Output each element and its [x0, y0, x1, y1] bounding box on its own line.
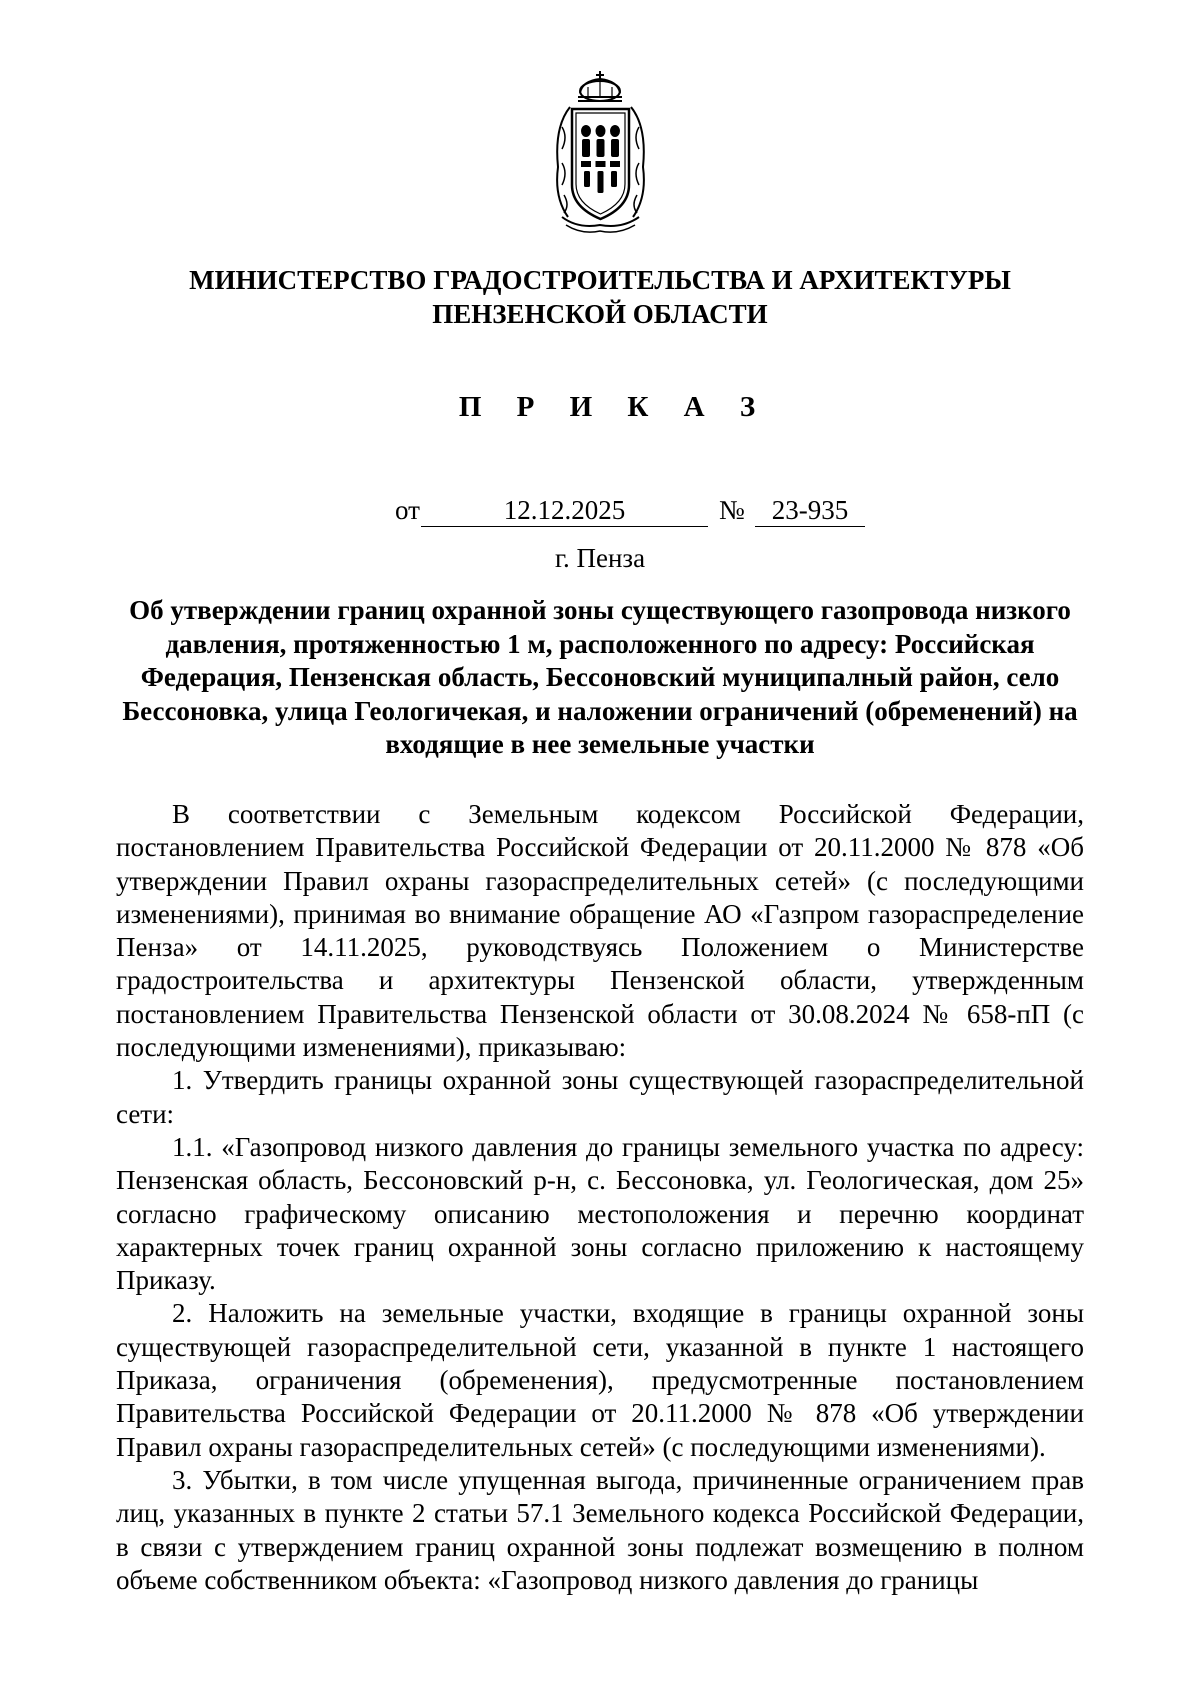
document-number: 23-935 — [755, 495, 865, 527]
body-item-1: 1. Утвердить границы охранной зоны существующей газораспределительной сети: — [116, 1065, 1084, 1129]
document-body — [116, 798, 1084, 1597]
body-preamble: В соответствии с Земельным кодексом Российской Федерации, постановлением Правительства Российской Федерации от 20.11.2000 № 878 «Об утверждении Правил охраны газораспределительных сетей» (с последующими изменениями), принимая во внимание обращение АО «Газпром газораспределение Пенза» от 14.11.2025, руководствуясь Положением о Министерстве градостроительства и архитектуры Пензенской области, утвержденным постановлением Правительства Пензенской области от 30.08.2024 № 658-пП (с последующими изменениями), приказываю: — [116, 799, 1084, 1063]
body-item-2: 2. Наложить на земельные участки, входящие в границы охранной зоны существующей газораспределительной сети, указанной в пункте 1 настоящего Приказа, ограничения (обременения), предусмотренные постановлением Правительства Российской Федерации от 20.11.2000 № 878 «Об утверждении Правил охраны газораспределительных сетей» (с последующими изменениями). — [116, 1298, 1084, 1462]
number-prefix: № — [719, 495, 745, 525]
penza-oblast-coat-of-arms-icon — [548, 67, 653, 239]
ministry-name-line-2: ПЕНЗЕНСКОЙ ОБЛАСТИ — [432, 299, 768, 329]
document-subject: Об утверждении границ охранной зоны существующего газопровода низкого давления, протяженностью 1 м, расположенного по адресу: Российская Федерация, Пензенская область, Бессоновский муниципалный район, село Бессоновка, улица Геологичекая, и наложении ограничений (обременений) на входящие в нее земельные участки — [122, 595, 1078, 759]
ministry-name-line-1: МИНИСТЕРСТВО ГРАДОСТРОИТЕЛЬСТВА И АРХИТЕКТУРЫ — [189, 265, 1011, 295]
document-type-title: П Р И К А З — [458, 391, 770, 423]
body-item-3: 3. Убытки, в том числе упущенная выгода, причиненные ограничением прав лиц, указанных в пункте 2 статьи 57.1 Земельного кодекса Российской Федерации, в связи с утверждением границ охранной зоны подлежат возмещению в полном объеме собственником объекта: «Газопровод низкого давления до границы — [116, 1464, 1084, 1595]
body-item-1-1: 1.1. «Газопровод низкого давления до границы земельного участка по адресу: Пензенская область, Бессоновский р-н, с. Бессоновка, ул. Геологическая, дом 25» согласно графическому описанию местоположения и перечню координат характерных точек границ охранной зоны согласно приложению к настоящему Приказу. — [116, 1131, 1084, 1296]
city-line: г. Пенза — [554, 543, 646, 573]
date-prefix: от — [395, 495, 420, 525]
document-date: 12.12.2025 — [421, 495, 708, 527]
